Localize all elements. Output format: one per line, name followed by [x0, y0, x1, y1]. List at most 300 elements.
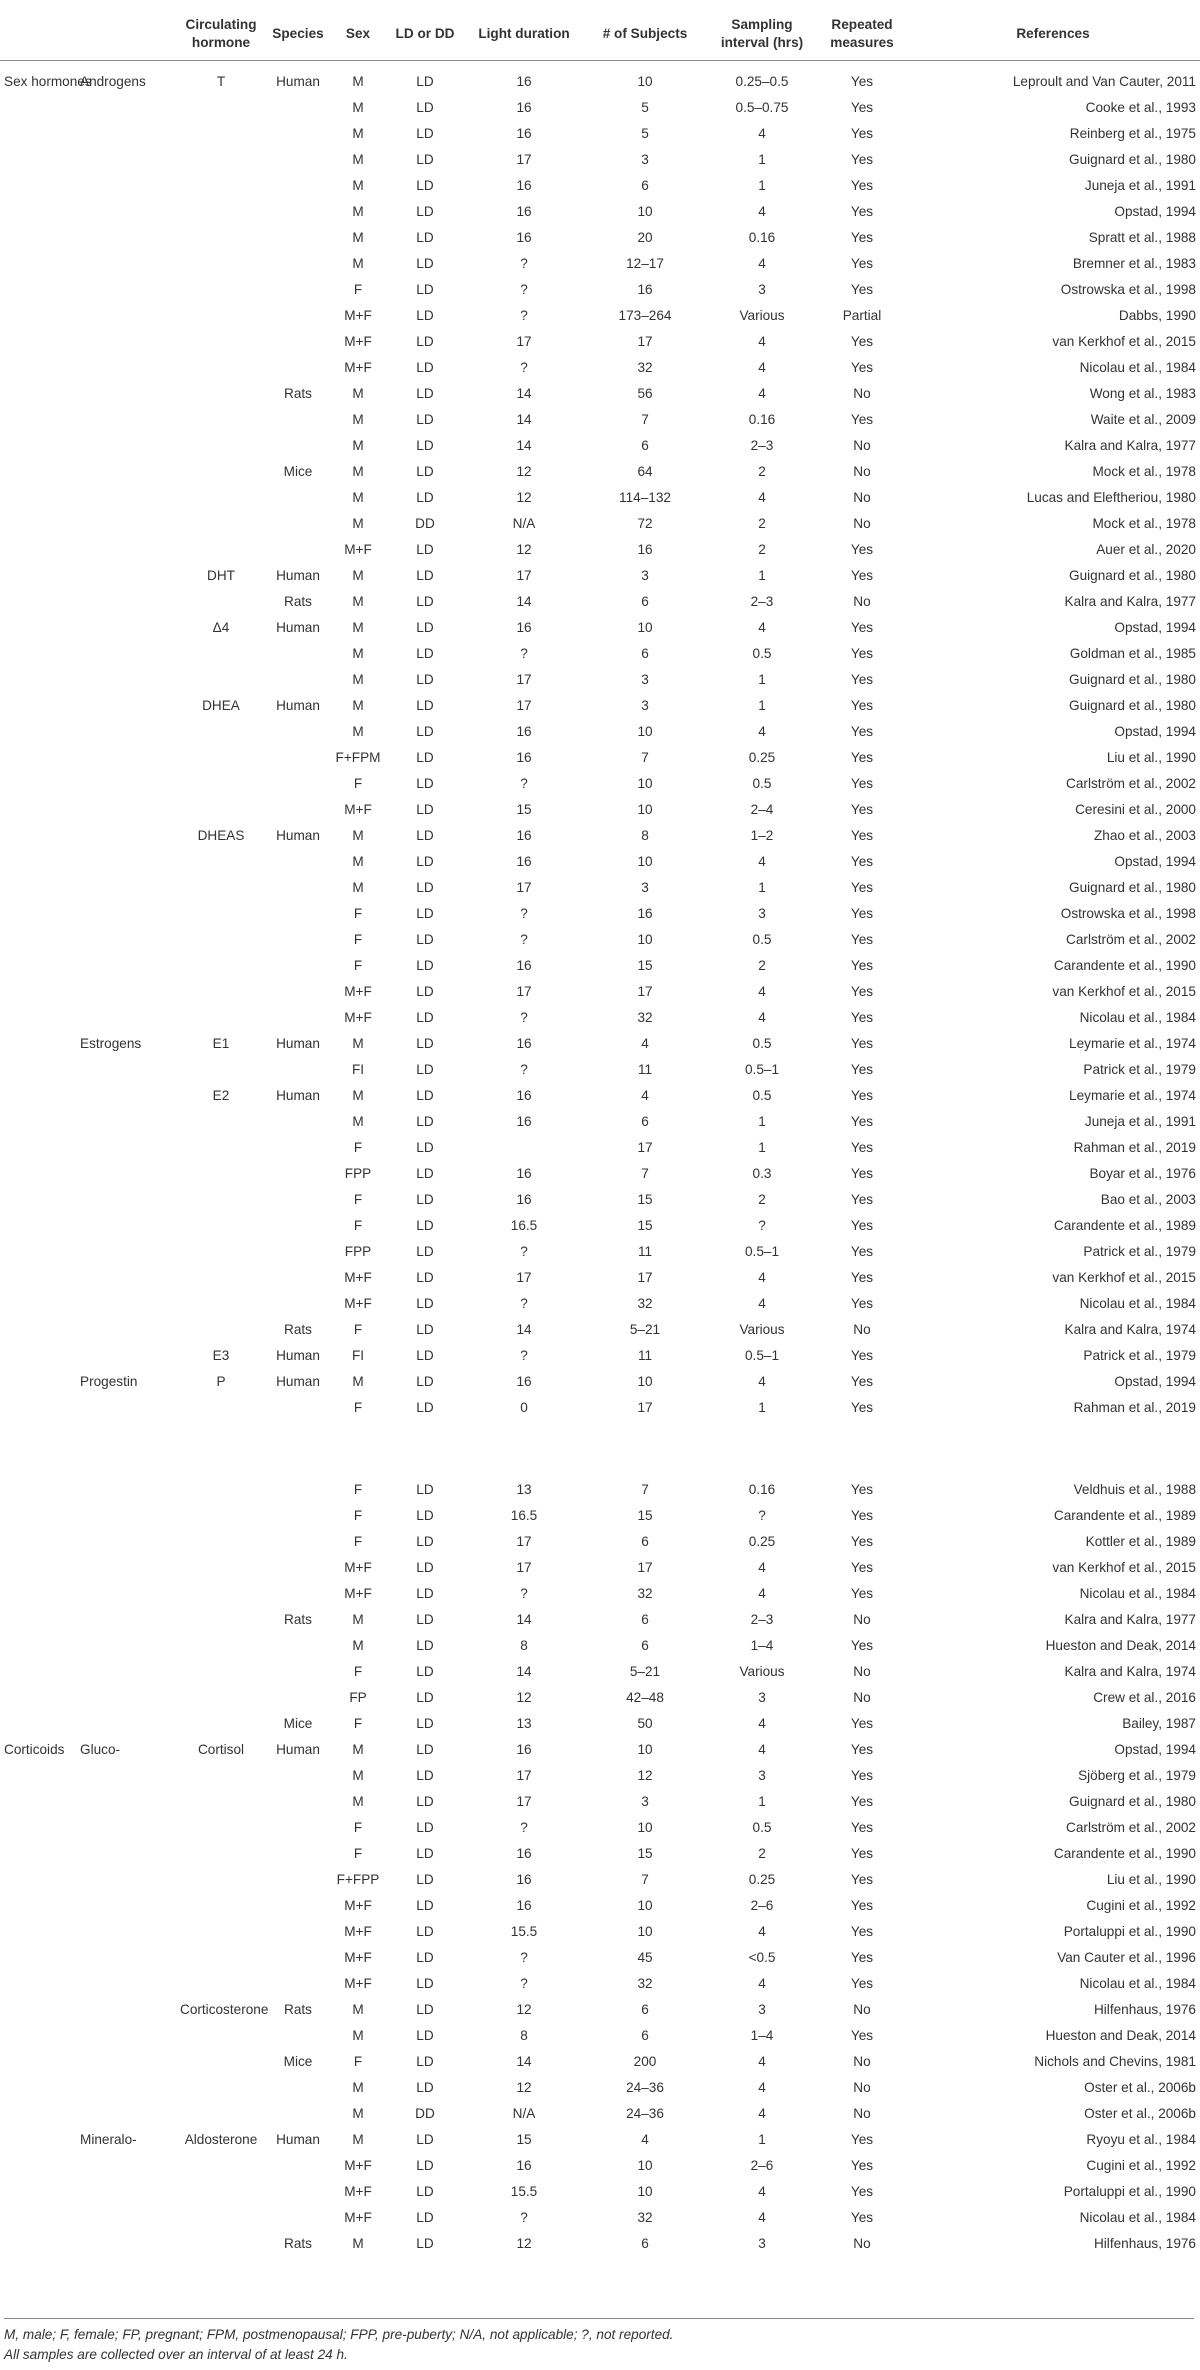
cell-subclass: [76, 589, 176, 615]
cell-sampling-interval: 4: [758, 1270, 766, 1285]
cell-species: [266, 225, 330, 251]
cell-category: [0, 1187, 76, 1213]
cell-sampling-interval: 4: [758, 2106, 766, 2121]
table-row: [0, 1529, 1200, 1555]
cell-ld-dd: DD: [415, 516, 435, 531]
cell-sampling-interval: ?: [758, 1508, 766, 1523]
table-row: [0, 797, 1200, 823]
cell-reference: Dabbs, 1990: [1118, 308, 1196, 323]
cell-subclass: [76, 1477, 176, 1503]
cell-light-duration: ?: [520, 1950, 528, 1965]
cell-light-duration: 16: [516, 204, 532, 219]
cell-species: [266, 329, 330, 355]
cell-subclass: [76, 2231, 176, 2257]
cell-sampling-interval: 0.5–0.75: [735, 100, 789, 115]
cell-sex: M: [352, 2028, 364, 2043]
cell-light-duration: 16: [516, 1192, 532, 1207]
cell-repeated-measures: Yes: [850, 1062, 874, 1077]
cell-ld-dd: LD: [416, 1296, 434, 1311]
cell-subclass: [76, 1763, 176, 1789]
cell-hormone: [176, 147, 266, 173]
cell-subclass: [76, 927, 176, 953]
cell-category: [0, 1005, 76, 1031]
cell-ld-dd: LD: [416, 1192, 434, 1207]
cell-species: [266, 2179, 330, 2205]
cell-reference: van Kerkhof et al., 2015: [1052, 1560, 1196, 1575]
table-row: [0, 95, 1200, 121]
cell-species: [266, 1815, 330, 1841]
table-row: [0, 355, 1200, 381]
cell-subclass: [76, 745, 176, 771]
cell-subclass: [76, 1997, 176, 2023]
cell-subjects: 10: [637, 74, 653, 89]
cell-sampling-interval: 3: [758, 2236, 766, 2251]
cell-ld-dd: LD: [416, 126, 434, 141]
cell-repeated-measures: Yes: [850, 854, 874, 869]
cell-category: [0, 745, 76, 771]
table-row: [0, 771, 1200, 797]
cell-sampling-interval: 4: [758, 1296, 766, 1311]
cell-subjects: 6: [641, 1534, 649, 1549]
cell-ld-dd: LD: [416, 2002, 434, 2017]
cell-hormone: T: [216, 74, 226, 89]
cell-category: [0, 2179, 76, 2205]
cell-sampling-interval: 0.3: [752, 1166, 772, 1181]
cell-species: [266, 1291, 330, 1317]
cell-sampling-interval: 0.5: [752, 776, 772, 791]
cell-reference: Opstad, 1994: [1114, 204, 1196, 219]
cell-repeated-measures: Yes: [850, 542, 874, 557]
cell-sampling-interval: 0.5: [752, 1036, 772, 1051]
cell-subclass: [76, 95, 176, 121]
cell-hormone: [176, 1711, 266, 1737]
cell-light-duration: 14: [516, 412, 532, 427]
cell-sex: M+F: [344, 2184, 372, 2199]
header-sampling-interval: Sampling interval (hrs): [706, 8, 818, 61]
cell-ld-dd: LD: [416, 1140, 434, 1155]
cell-light-duration: 16: [516, 854, 532, 869]
cell-reference: Mock et al., 1978: [1092, 464, 1196, 479]
cell-subjects: 17: [637, 1400, 653, 1415]
table-row: [0, 407, 1200, 433]
cell-sampling-interval: 1: [758, 1140, 766, 1155]
cell-species: [266, 1555, 330, 1581]
cell-category: [0, 1815, 76, 1841]
cell-subjects: 10: [637, 204, 653, 219]
cell-light-duration: 16: [516, 1088, 532, 1103]
cell-light-duration: 16: [516, 2158, 532, 2173]
cell-reference: Nicolau et al., 1984: [1079, 1586, 1196, 1601]
cell-category: [0, 1607, 76, 1633]
cell-hormone: [176, 901, 266, 927]
cell-subjects: 3: [641, 568, 649, 583]
cell-repeated-measures: Yes: [850, 1560, 874, 1575]
cell-species: Mice: [283, 464, 313, 479]
cell-reference: Guignard et al., 1980: [1069, 698, 1196, 713]
cell-category: [0, 849, 76, 875]
cell-hormone: [176, 355, 266, 381]
cell-light-duration: ?: [520, 776, 528, 791]
cell-subclass: [76, 1187, 176, 1213]
cell-subclass: [76, 1213, 176, 1239]
header-species: Species: [266, 8, 330, 61]
cell-light-duration: 16: [516, 1872, 532, 1887]
cell-subjects: 6: [641, 1638, 649, 1653]
cell-hormone: [176, 1239, 266, 1265]
cell-subjects: 7: [641, 1872, 649, 1887]
cell-ld-dd: LD: [416, 2184, 434, 2199]
cell-reference: Portaluppi et al., 1990: [1063, 1924, 1196, 1939]
cell-subjects: 6: [641, 2002, 649, 2017]
cell-hormone: [176, 797, 266, 823]
cell-reference: Rahman et al., 2019: [1073, 1140, 1196, 1155]
cell-sex: M: [352, 464, 364, 479]
header-sex: Sex: [330, 8, 386, 61]
cell-subjects: 10: [637, 932, 653, 947]
cell-subjects: 4: [641, 2132, 649, 2147]
header-references: References: [906, 8, 1200, 61]
cell-light-duration: ?: [520, 2210, 528, 2225]
cell-repeated-measures: Yes: [850, 646, 874, 661]
cell-ld-dd: LD: [416, 412, 434, 427]
cell-hormone: [176, 303, 266, 329]
cell-ld-dd: LD: [416, 880, 434, 895]
table-row: [0, 173, 1200, 199]
cell-category: [0, 1395, 76, 1421]
cell-sampling-interval: 4: [758, 620, 766, 635]
table-row: [0, 2179, 1200, 2205]
cell-repeated-measures: Yes: [850, 1898, 874, 1913]
cell-light-duration: 13: [516, 1716, 532, 1731]
cell-ld-dd: LD: [416, 386, 434, 401]
cell-sampling-interval: 4: [758, 2054, 766, 2069]
cell-ld-dd: LD: [416, 2080, 434, 2095]
header-hormone: Circulating hormone: [176, 8, 266, 61]
cell-category: [0, 1763, 76, 1789]
cell-category: [0, 875, 76, 901]
cell-reference: Lucas and Eleftheriou, 1980: [1026, 490, 1196, 505]
header-row: [0, 8, 1200, 61]
header-subjects: # of Subjects: [584, 8, 706, 61]
cell-subclass: [76, 1711, 176, 1737]
cell-sampling-interval: 4: [758, 490, 766, 505]
cell-ld-dd: LD: [416, 1062, 434, 1077]
cell-sex: M: [352, 152, 364, 167]
cell-sampling-interval: 0.5–1: [744, 1348, 780, 1363]
table-row: [0, 927, 1200, 953]
cell-species: Rats: [284, 594, 312, 609]
cell-repeated-measures: Yes: [850, 958, 874, 973]
cell-category: [0, 1997, 76, 2023]
cell-species: [266, 1135, 330, 1161]
cell-hormone: [176, 953, 266, 979]
cell-repeated-measures: Yes: [850, 2158, 874, 2173]
header-ld-dd: LD or DD: [386, 8, 464, 61]
cell-ld-dd: LD: [416, 1508, 434, 1523]
table-row: [0, 2023, 1200, 2049]
cell-subjects: 6: [641, 646, 649, 661]
cell-subclass: [76, 1919, 176, 1945]
cell-light-duration: ?: [520, 1586, 528, 1601]
cell-repeated-measures: Yes: [850, 1534, 874, 1549]
cell-sex: F: [353, 1664, 363, 1679]
cell-subclass: [76, 1815, 176, 1841]
cell-subclass: [76, 277, 176, 303]
cell-subclass: [76, 225, 176, 251]
cell-species: [266, 1763, 330, 1789]
cell-subjects: 17: [637, 984, 653, 999]
cell-light-duration: 16: [516, 620, 532, 635]
cell-sampling-interval: 0.25–0.5: [735, 74, 789, 89]
cell-category: [0, 173, 76, 199]
cell-repeated-measures: Yes: [850, 984, 874, 999]
cell-light-duration: 14: [516, 1612, 532, 1627]
cell-species: Human: [276, 568, 320, 583]
cell-subclass: [76, 1945, 176, 1971]
cell-hormone: [176, 1633, 266, 1659]
cell-sex: M: [352, 2106, 364, 2121]
cell-species: Rats: [284, 2236, 312, 2251]
cell-sex: F: [353, 1846, 363, 1861]
cell-reference: Opstad, 1994: [1114, 854, 1196, 869]
cell-species: [266, 251, 330, 277]
cell-category: [0, 199, 76, 225]
cell-reference: Boyar et al., 1976: [1089, 1166, 1196, 1181]
cell-hormone: [176, 407, 266, 433]
cell-species: Human: [276, 74, 320, 89]
cell-subjects: 4: [641, 1036, 649, 1051]
cell-sampling-interval: 0.25: [748, 1872, 776, 1887]
cell-ld-dd: LD: [416, 1716, 434, 1731]
cell-sex: F: [353, 1400, 363, 1415]
cell-sex: M+F: [344, 334, 372, 349]
cell-subjects: 3: [641, 698, 649, 713]
cell-sex: F: [353, 1482, 363, 1497]
cell-sex: F: [353, 932, 363, 947]
cell-hormone: E2: [212, 1088, 230, 1103]
cell-sampling-interval: 4: [758, 126, 766, 141]
cell-light-duration: 0: [520, 1400, 528, 1415]
table-row: [0, 1997, 1200, 2023]
cell-subclass: [76, 2075, 176, 2101]
table-row: [0, 1317, 1200, 1343]
cell-category: [0, 1369, 76, 1395]
cell-hormone: Cortisol: [197, 1742, 245, 1757]
cell-species: [266, 1633, 330, 1659]
cell-subclass: [76, 1265, 176, 1291]
cell-light-duration: 12: [516, 2236, 532, 2251]
cell-reference: Leymarie et al., 1974: [1069, 1036, 1196, 1051]
table-row: [0, 1291, 1200, 1317]
cell-hormone: [176, 1893, 266, 1919]
cell-repeated-measures: No: [853, 2080, 871, 2095]
cell-subclass: [76, 1607, 176, 1633]
cell-sampling-interval: 4: [758, 204, 766, 219]
cell-subjects: 10: [637, 1742, 653, 1757]
cell-light-duration: 17: [516, 568, 532, 583]
cell-hormone: [176, 1789, 266, 1815]
cell-repeated-measures: Yes: [850, 1586, 874, 1601]
cell-light-duration: ?: [520, 1062, 528, 1077]
table-row: [0, 1607, 1200, 1633]
cell-species: [266, 1057, 330, 1083]
cell-subjects: 24–36: [626, 2106, 664, 2121]
cell-light-duration: ?: [520, 256, 528, 271]
cell-subjects: 10: [637, 776, 653, 791]
cell-repeated-measures: Yes: [850, 1950, 874, 1965]
cell-ld-dd: LD: [416, 1482, 434, 1497]
cell-subclass: [76, 1529, 176, 1555]
cell-sex: M: [352, 2132, 364, 2147]
cell-species: [266, 147, 330, 173]
cell-subclass: Mineralo-: [80, 2132, 137, 2147]
cell-reference: Juneja et al., 1991: [1084, 178, 1196, 193]
cell-subjects: 56: [637, 386, 653, 401]
cell-ld-dd: LD: [416, 984, 434, 999]
cell-hormone: [176, 2049, 266, 2075]
cell-hormone: [176, 199, 266, 225]
table-row: [0, 1135, 1200, 1161]
cell-sex: F: [353, 1820, 363, 1835]
cell-repeated-measures: Yes: [850, 672, 874, 687]
cell-sampling-interval: 0.5: [752, 932, 772, 947]
cell-hormone: [176, 1763, 266, 1789]
cell-sampling-interval: Various: [739, 1664, 785, 1679]
cell-species: [266, 173, 330, 199]
cell-subclass: [76, 2153, 176, 2179]
cell-subjects: 10: [637, 1898, 653, 1913]
cell-species: [266, 1503, 330, 1529]
cell-sampling-interval: 1: [758, 698, 766, 713]
cell-subclass: [76, 823, 176, 849]
cell-species: [266, 1529, 330, 1555]
cell-species: [266, 485, 330, 511]
cell-species: [266, 121, 330, 147]
cell-species: Human: [276, 1036, 320, 1051]
cell-repeated-measures: Yes: [850, 360, 874, 375]
cell-sampling-interval: 2: [758, 542, 766, 557]
cell-light-duration: 16: [516, 724, 532, 739]
cell-ld-dd: LD: [416, 2236, 434, 2251]
cell-sex: FPP: [344, 1166, 372, 1181]
cell-category: [0, 1685, 76, 1711]
cell-species: [266, 95, 330, 121]
cell-sampling-interval: 1: [758, 178, 766, 193]
cell-species: [266, 1945, 330, 1971]
table-row: [0, 537, 1200, 563]
cell-subclass: [76, 511, 176, 537]
cell-reference: Carlström et al., 2002: [1066, 1820, 1196, 1835]
table-row: [0, 1109, 1200, 1135]
cell-light-duration: 8: [520, 2028, 528, 2043]
cell-light-duration: 16: [516, 1846, 532, 1861]
cell-light-duration: 16: [516, 1114, 532, 1129]
cell-species: Mice: [283, 1716, 313, 1731]
header-subclass: [76, 8, 176, 61]
cell-hormone: [176, 1529, 266, 1555]
cell-subclass: [76, 2049, 176, 2075]
cell-light-duration: 16: [516, 1742, 532, 1757]
cell-ld-dd: LD: [416, 828, 434, 843]
cell-subclass: [76, 1395, 176, 1421]
cell-sex: M+F: [344, 1976, 372, 1991]
cell-hormone: [176, 1477, 266, 1503]
cell-subjects: 173–264: [618, 308, 672, 323]
cell-repeated-measures: Yes: [850, 1820, 874, 1835]
cell-sex: M: [352, 854, 364, 869]
cell-light-duration: 12: [516, 2080, 532, 2095]
cell-species: [266, 2075, 330, 2101]
cell-subclass: [76, 1659, 176, 1685]
table-row: [0, 1581, 1200, 1607]
cell-repeated-measures: Yes: [850, 1716, 874, 1731]
cell-reference: Zhao et al., 2003: [1093, 828, 1196, 843]
cell-reference: Carandente et al., 1989: [1053, 1508, 1196, 1523]
cell-reference: Ostrowska et al., 1998: [1060, 282, 1196, 297]
cell-species: [266, 407, 330, 433]
cell-category: [0, 2153, 76, 2179]
table-row: [0, 1555, 1200, 1581]
cell-subjects: 12–17: [626, 256, 664, 271]
cell-reference: Nichols and Chevins, 1981: [1034, 2054, 1196, 2069]
cell-reference: Opstad, 1994: [1114, 1374, 1196, 1389]
cell-ld-dd: LD: [416, 750, 434, 765]
table-row: [0, 849, 1200, 875]
cell-repeated-measures: Yes: [850, 126, 874, 141]
cell-light-duration: ?: [520, 1348, 528, 1363]
cell-sampling-interval: 0.16: [748, 1482, 776, 1497]
cell-repeated-measures: Yes: [850, 1166, 874, 1181]
table-row: [0, 875, 1200, 901]
cell-hormone: [176, 667, 266, 693]
cell-hormone: [176, 1659, 266, 1685]
cell-subjects: 11: [637, 1062, 653, 1077]
cell-hormone: [176, 1919, 266, 1945]
cell-light-duration: 16: [516, 1374, 532, 1389]
cell-reference: Ryoyu et al., 1984: [1086, 2132, 1196, 2147]
cell-sex: M: [352, 698, 364, 713]
cell-sex: M+F: [344, 542, 372, 557]
cell-hormone: Corticosterone: [180, 2002, 269, 2017]
cell-hormone: [176, 381, 266, 407]
cell-subclass: [76, 1867, 176, 1893]
cell-light-duration: 16: [516, 750, 532, 765]
cell-sex: M: [352, 204, 364, 219]
cell-category: [0, 1789, 76, 1815]
cell-repeated-measures: No: [853, 438, 871, 453]
cell-subclass: [76, 953, 176, 979]
cell-subjects: 200: [633, 2054, 657, 2069]
cell-category: [0, 797, 76, 823]
cell-repeated-measures: Yes: [850, 1768, 874, 1783]
cell-hormone: DHEA: [202, 698, 240, 713]
cell-species: [266, 1971, 330, 1997]
cell-light-duration: 16: [516, 178, 532, 193]
cell-hormone: [176, 2075, 266, 2101]
table-row: [0, 61, 1200, 96]
cell-sex: M: [352, 1638, 364, 1653]
table-row: [0, 1919, 1200, 1945]
cell-reference: Cugini et al., 1992: [1086, 2158, 1196, 2173]
cell-reference: Kottler et al., 1989: [1085, 1534, 1196, 1549]
cell-hormone: [176, 537, 266, 563]
cell-hormone: [176, 2205, 266, 2231]
cell-species: [266, 1161, 330, 1187]
cell-species: Rats: [284, 2002, 312, 2017]
cell-subclass: [76, 901, 176, 927]
cell-subclass: [76, 2205, 176, 2231]
table-row: [0, 1763, 1200, 1789]
